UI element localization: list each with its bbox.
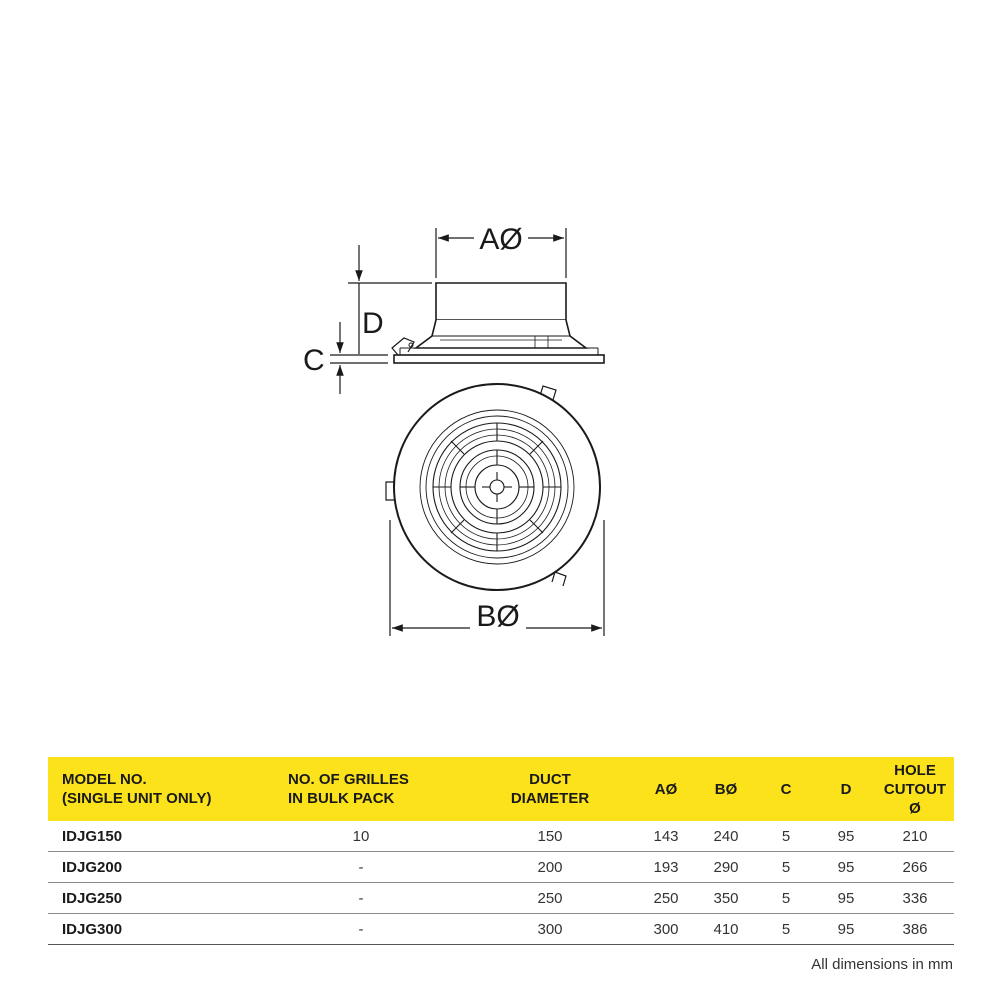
table-row [48, 883, 954, 914]
cell-bulk: - [258, 883, 464, 914]
dimension-b-label: BØ [476, 600, 520, 633]
header-b-dia-text: BØ [714, 780, 738, 798]
cell-model: IDJG300 [48, 914, 258, 945]
dimension-c-label: C [303, 344, 325, 377]
cell-a: 250 [636, 883, 696, 914]
specification-table [48, 757, 954, 945]
header-bulk-pack-line1: NO. OF GRILLES [288, 771, 409, 788]
cell-bulk: - [258, 914, 464, 945]
header-c [756, 757, 816, 821]
side-view [392, 283, 604, 363]
header-bulk-pack-line2: IN BULK PACK [288, 790, 395, 807]
cell-duct: 150 [464, 821, 636, 852]
header-duct-diameter [464, 757, 636, 821]
cell-b: 350 [696, 883, 756, 914]
cell-duct: 200 [464, 852, 636, 883]
cell-a: 193 [636, 852, 696, 883]
header-duct-diameter-line1: DUCT [529, 771, 571, 788]
dimension-a-label: AØ [479, 223, 523, 256]
header-hole-cutout-line1: HOLE [894, 761, 936, 779]
header-model-no [48, 757, 258, 821]
cell-hole: 266 [876, 852, 954, 883]
header-d [816, 757, 876, 821]
header-hole-cutout [876, 757, 954, 821]
cell-a: 300 [636, 914, 696, 945]
cell-model: IDJG250 [48, 883, 258, 914]
cell-hole: 386 [876, 914, 954, 945]
cell-c: 5 [756, 914, 816, 945]
cell-d: 95 [816, 821, 876, 852]
front-view [386, 384, 600, 590]
header-duct-diameter-line2: DIAMETER [510, 790, 590, 807]
cell-bulk: - [258, 852, 464, 883]
cell-d: 95 [816, 852, 876, 883]
header-d-text: D [840, 780, 852, 798]
cell-c: 5 [756, 852, 816, 883]
cell-d: 95 [816, 883, 876, 914]
header-model-no-line2: (SINGLE UNIT ONLY) [62, 790, 212, 807]
dimensions-footnote: All dimensions in mm [811, 956, 953, 973]
header-a-dia-text: AØ [654, 780, 678, 798]
cell-hole: 336 [876, 883, 954, 914]
header-b-dia [696, 757, 756, 821]
cell-b: 290 [696, 852, 756, 883]
dimension-d [348, 245, 432, 354]
header-model-no-line1: MODEL NO. [62, 771, 147, 788]
cell-hole: 210 [876, 821, 954, 852]
cell-bulk: 10 [258, 821, 464, 852]
header-c-text: C [780, 780, 792, 798]
cell-b: 410 [696, 914, 756, 945]
cell-model: IDJG200 [48, 852, 258, 883]
cell-c: 5 [756, 883, 816, 914]
cell-a: 143 [636, 821, 696, 852]
cell-duct: 300 [464, 914, 636, 945]
cell-c: 5 [756, 821, 816, 852]
table-row [48, 821, 954, 852]
table-header [48, 757, 954, 821]
cell-duct: 250 [464, 883, 636, 914]
table-row [48, 914, 954, 945]
cell-model: IDJG150 [48, 821, 258, 852]
table-body [48, 821, 954, 945]
cell-b: 240 [696, 821, 756, 852]
table-header-row [48, 757, 954, 821]
dimension-d-label: D [362, 307, 384, 340]
header-a-dia [636, 757, 696, 821]
header-bulk-pack [258, 757, 464, 821]
header-hole-cutout-line2: CUTOUT Ø [883, 780, 947, 817]
cell-d: 95 [816, 914, 876, 945]
table-row [48, 852, 954, 883]
